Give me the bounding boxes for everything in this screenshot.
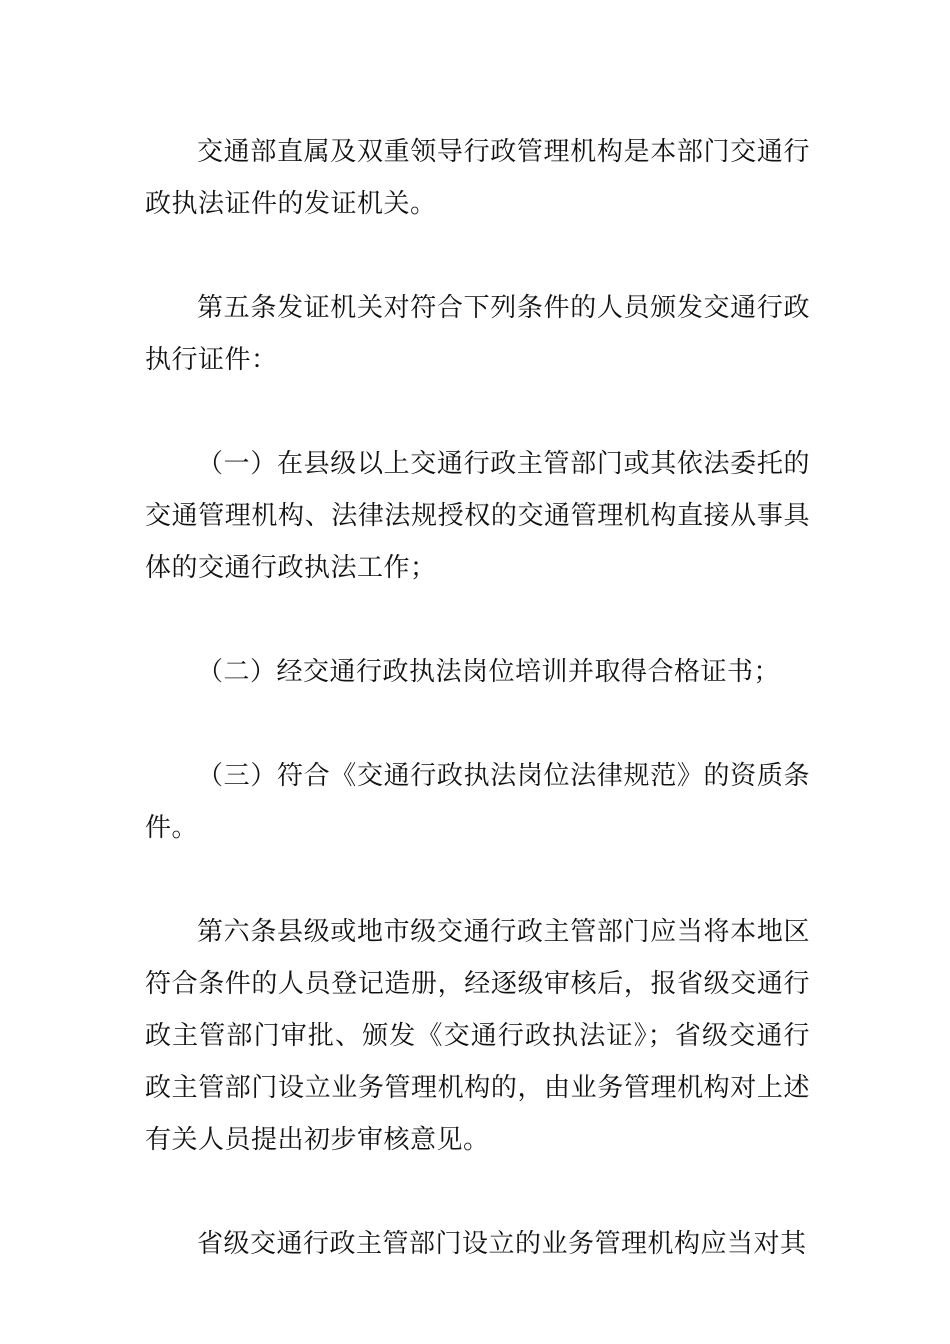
paragraph-provincial-agency: 省级交通行政主管部门设立的业务管理机构应当对其 (197, 1229, 807, 1259)
paragraph-issuing-authority: 交通部直属及双重领导行政管理机构是本部门交通行政执法证件的发证机关。 (145, 137, 810, 219)
document-body (145, 126, 810, 1322)
paragraph-condition-1: （一）在县级以上交通行政主管部门或其依法委托的交通管理机构、法律法规授权的交通管理机构直接从事具体的交通行政执法工作； (145, 449, 810, 583)
paragraph-condition-2: （二）经交通行政执法岗位培训并取得合格证书； (197, 657, 781, 687)
paragraph-article-5: 第五条发证机关对符合下列条件的人员颁发交通行政执行证件： (145, 293, 810, 375)
paragraph-condition-3: （三）符合《交通行政执法岗位法律规范》的资质条件。 (145, 761, 810, 843)
paragraph-article-6: 第六条县级或地市级交通行政主管部门应当将本地区符合条件的人员登记造册，经逐级审核后，报省级交通行政主管部门审批、颁发《交通行政执法证》；省级交通行政主管部门设立业务管理机构的，由业务管理机构对上述有关人员提出初步审核意见。 (145, 917, 810, 1155)
